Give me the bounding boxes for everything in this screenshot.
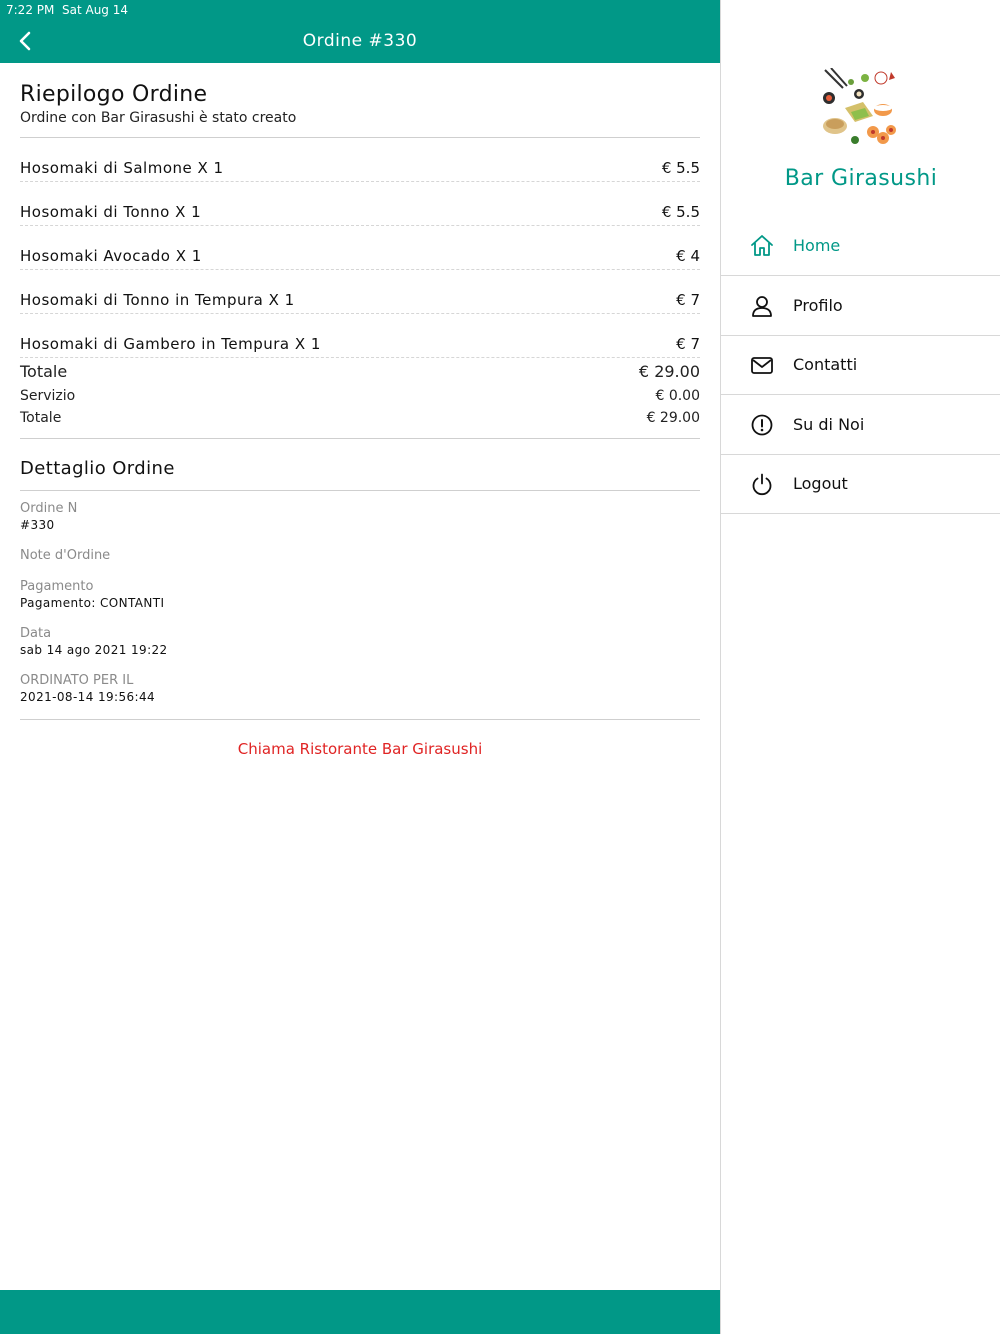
order-item-row (20, 182, 700, 226)
sidebar-item-contatti[interactable] (721, 335, 1000, 395)
summary-title: Riepilogo Ordine (20, 82, 208, 107)
order-item-row (20, 270, 700, 314)
item-name: Hosomaki di Gambero in Tempura X 1 (20, 335, 321, 353)
item-price: € 4 (676, 247, 700, 265)
item-name: Hosomaki di Tonno in Tempura X 1 (20, 291, 295, 309)
order-number-value: #330 (20, 518, 55, 532)
divider (20, 490, 700, 491)
sidebar-item-logout[interactable] (721, 454, 1000, 514)
status-time: 7:22 PM (6, 3, 55, 17)
info-circle-icon (749, 412, 775, 438)
ordered-for-label: ORDINATO PER IL (20, 673, 134, 688)
item-price: € 5.5 (661, 159, 700, 177)
item-price: € 7 (676, 335, 700, 353)
sidebar-menu (720, 0, 1000, 1334)
restaurant-name: Bar Girasushi (784, 166, 938, 191)
bottom-bar (0, 1290, 720, 1334)
mail-icon (749, 352, 775, 378)
subtotal-label: Totale (20, 362, 68, 381)
person-icon (749, 293, 775, 319)
item-price: € 7 (676, 291, 700, 309)
item-name: Hosomaki di Salmone X 1 (20, 159, 224, 177)
item-name: Hosomaki di Tonno X 1 (20, 203, 202, 221)
sidebar-item-label: Logout (793, 474, 848, 493)
sidebar-item-label: Profilo (793, 296, 843, 315)
sidebar-item-label: Su di Noi (793, 415, 865, 434)
sidebar-item-su-di-noi[interactable] (721, 395, 1000, 455)
home-icon (749, 233, 775, 259)
payment-value: Pagamento: CONTANTI (20, 596, 165, 610)
sidebar-item-home[interactable] (721, 216, 1000, 276)
date-label: Data (20, 626, 52, 641)
date-value: sab 14 ago 2021 19:22 (20, 643, 168, 657)
total-value: € 29.00 (646, 410, 700, 426)
power-icon (749, 471, 775, 497)
order-item-row (20, 226, 700, 270)
order-number-label: Ordine N (20, 501, 78, 516)
service-value: € 0.00 (655, 388, 700, 404)
divider (20, 719, 700, 720)
total-label: Totale (20, 410, 62, 426)
ordered-for-value: 2021-08-14 19:56:44 (20, 690, 156, 704)
item-name: Hosomaki Avocado X 1 (20, 247, 202, 265)
sidebar-item-label: Contatti (793, 355, 858, 374)
service-label: Servizio (20, 388, 76, 404)
summary-subtitle: Ordine con Bar Girasushi è stato creato (20, 110, 297, 126)
detail-title: Dettaglio Ordine (20, 458, 175, 479)
item-price: € 5.5 (661, 203, 700, 221)
restaurant-logo (821, 68, 901, 148)
call-restaurant-link[interactable]: Chiama Ristorante Bar Girasushi (237, 740, 483, 758)
order-item-row (20, 138, 700, 182)
sidebar-item-label: Home (793, 236, 841, 255)
payment-label: Pagamento (20, 579, 94, 594)
page-title: Ordine #330 (302, 31, 418, 51)
sidebar-item-profilo[interactable] (721, 276, 1000, 336)
notes-label: Note d'Ordine (20, 548, 111, 563)
top-bar (0, 0, 720, 63)
status-date: Sat Aug 14 (62, 3, 129, 17)
divider (20, 438, 700, 439)
order-item-row (20, 314, 700, 358)
subtotal-value: € 29.00 (638, 362, 700, 381)
